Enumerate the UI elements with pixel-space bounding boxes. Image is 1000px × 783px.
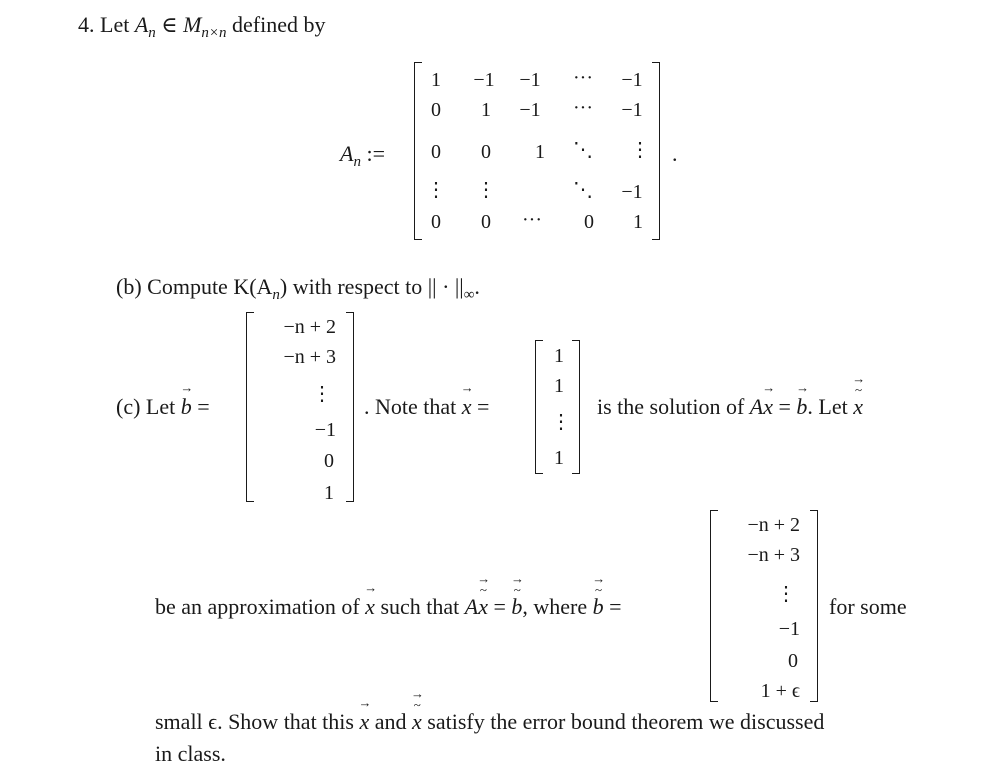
vector-x-left-bracket — [535, 340, 543, 474]
matrix-cell: ··· — [573, 67, 593, 89]
matrix-cell: ··· — [573, 97, 593, 119]
final-line-2: in class. — [155, 741, 226, 766]
matrix-cell: ⋮ — [426, 179, 446, 201]
vector-entry: −n + 3 — [283, 346, 336, 368]
matrix-cell: −1 — [519, 69, 541, 91]
matrix-cell: 0 — [481, 141, 491, 163]
part-b-label: (b) — [116, 274, 142, 299]
vector-entry: 1 — [324, 482, 334, 504]
vector-entry: 1 — [554, 447, 564, 469]
vector-entry: −1 — [314, 419, 336, 441]
vector-entry: 0 — [788, 650, 798, 672]
vector-b-right-bracket — [346, 312, 354, 502]
intro-defined: defined by — [232, 12, 326, 37]
vector-entry: −n + 2 — [747, 514, 800, 536]
matrix-cell: 1 — [481, 99, 491, 121]
matrix-cell: −1 — [621, 99, 643, 121]
vector-b-left-bracket — [246, 312, 254, 502]
approx-line: be an approximation of → x such that A→ x ~ = → b ~, where → b ~ = — [155, 594, 622, 620]
vector-entry: 1 — [554, 345, 564, 367]
matrix-a-right-bracket — [652, 62, 660, 240]
vector-b-tilde-left-bracket — [710, 510, 718, 702]
final-line-1: small ϵ. Show that this → x and → x ~ satisfy the error bound theorem we discussed — [155, 709, 824, 735]
vector-x-right-bracket — [572, 340, 580, 474]
vector-entry: 0 — [324, 450, 334, 472]
matrix-cell: −1 — [621, 181, 643, 203]
matrix-cell: ⋮ — [630, 139, 650, 161]
problem-statement: 4. Let $A_n$ ∈ $M_{n\times n}$ defined by — [78, 12, 326, 41]
matrix-cell: 0 — [481, 211, 491, 233]
for-some: for some — [829, 594, 907, 619]
matrix-cell: 0 — [431, 141, 441, 163]
is-solution: is the solution of A→ x = → b. Let → x ~ — [597, 394, 863, 420]
vector-entry: −n + 3 — [747, 544, 800, 566]
matrix-cell: −1 — [519, 99, 541, 121]
matrix-cell: 1 — [535, 141, 545, 163]
part-b: (b) Compute $K(A_n)$ with respect to || · $||_\infty$. — [116, 274, 480, 303]
matrix-cell: 0 — [431, 211, 441, 233]
part-c-label: (c) — [116, 394, 141, 419]
vector-entry: ⋮ — [551, 411, 571, 433]
vector-entry: 1 — [554, 375, 564, 397]
matrix-cell: 0 — [431, 99, 441, 121]
matrix-period: . — [672, 141, 678, 166]
matrix-cell: −1 — [621, 69, 643, 91]
problem-number: 4. — [78, 12, 95, 37]
matrix-cell: ··· — [522, 209, 542, 231]
vector-entry: 1 + ϵ — [760, 680, 800, 702]
matrix-cell: 1 — [431, 69, 441, 91]
matrix-cell: 0 — [584, 211, 594, 233]
matrix-label: $A_n$ := — [340, 141, 385, 170]
matrix-cell: ⋮ — [476, 179, 496, 201]
vector-b-tilde-right-bracket — [810, 510, 818, 702]
matrix-cell: −1 — [473, 69, 495, 91]
vector-entry: ⋮ — [312, 383, 332, 405]
vector-entry: ⋮ — [776, 583, 796, 605]
part-c-label-line: (c) Let → b = — [116, 394, 210, 420]
matrix-cell: ⋱ — [573, 179, 593, 201]
note-that: . Note that → x = — [364, 394, 489, 420]
matrix-cell: ⋱ — [573, 139, 593, 161]
vector-entry: −1 — [778, 618, 800, 640]
intro-let: Let — [100, 12, 130, 37]
matrix-cell: 1 — [633, 211, 643, 233]
matrix-a-left-bracket — [414, 62, 422, 240]
vector-entry: −n + 2 — [283, 316, 336, 338]
